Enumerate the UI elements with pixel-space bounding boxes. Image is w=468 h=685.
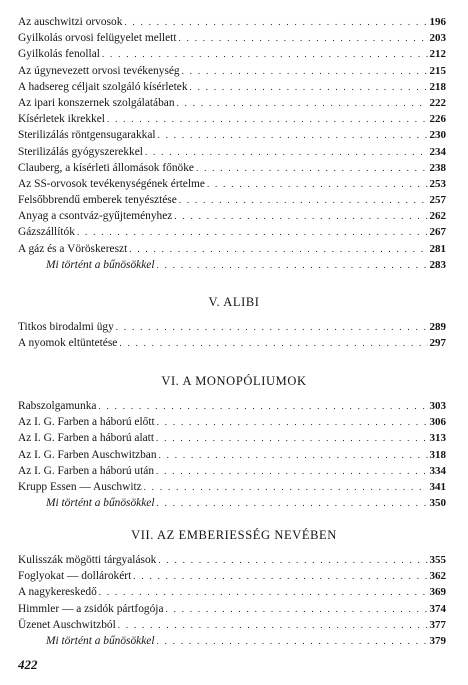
toc-entry-title: Felsőbbrendű emberek tenyésztése — [18, 194, 177, 207]
toc-entry — [18, 14, 446, 30]
toc-entry-page-number: 226 — [429, 113, 446, 126]
dot-leader — [174, 208, 427, 224]
section-heading-v: V. ALIBI — [208, 295, 260, 309]
dot-leader — [157, 633, 428, 649]
dot-leader — [196, 160, 428, 176]
toc-entry-page-number: 318 — [429, 448, 446, 461]
toc-entry — [18, 257, 446, 273]
toc-entry-page-number: 262 — [429, 210, 446, 223]
toc-entry — [18, 224, 446, 240]
toc-entry-list — [18, 398, 446, 511]
toc-entry-title: Krupp Essen — Auschwitz — [18, 480, 142, 493]
toc-entry-page-number: 238 — [429, 161, 446, 174]
toc-entry — [18, 192, 446, 208]
toc-entry-title: Az SS-orvosok tevékenységének értelme — [18, 177, 205, 190]
toc-entry — [18, 414, 446, 430]
toc-entry — [18, 319, 446, 335]
dot-leader — [157, 414, 428, 430]
toc-entry-list — [18, 552, 446, 649]
toc-entry-title: A nagykereskedő — [18, 586, 97, 599]
toc-entry — [18, 552, 446, 568]
toc-entry-page-number: 306 — [429, 416, 446, 429]
dot-leader — [144, 479, 428, 495]
toc-entry-title: Az I. G. Farben a háború után — [18, 464, 155, 477]
toc-entry — [18, 617, 446, 633]
toc-entry-page-number: 222 — [429, 96, 446, 109]
toc-entry — [18, 447, 446, 463]
toc-entry-page-number: 281 — [429, 242, 446, 255]
toc-entry-title: Clauberg, a kísérleti állomások főnöke — [18, 161, 194, 174]
toc-section-vi — [18, 398, 446, 511]
toc-entry-title: Sterilizálás gyógyszerekkel — [18, 145, 143, 158]
toc-entry-title: Gyilkolás fenollal — [18, 48, 100, 61]
dot-leader — [116, 319, 428, 335]
toc-entry-title: A hadsereg céljait szolgáló kísérletek — [18, 80, 188, 93]
toc-entry-page-number: 303 — [429, 400, 446, 412]
toc-entry — [18, 30, 446, 46]
toc-entry-title: Mi történt a bűnösökkel — [46, 258, 155, 271]
toc-entry-page-number: 374 — [429, 602, 446, 615]
toc-entry — [18, 601, 446, 617]
toc-entry-title: Kulisszák mögötti tárgyalások — [18, 554, 157, 566]
dot-leader — [77, 224, 428, 240]
dot-leader — [133, 568, 427, 584]
toc-entry — [18, 479, 446, 495]
toc-entry-page-number: 230 — [429, 129, 446, 142]
toc-section-v — [18, 319, 446, 351]
dot-leader — [118, 617, 428, 633]
toc-entry-list — [18, 14, 446, 273]
dot-leader — [177, 95, 428, 111]
toc-entry-page-number: 334 — [429, 464, 446, 477]
toc-entry — [18, 430, 446, 446]
toc-entry-page-number: 257 — [429, 194, 446, 207]
toc-entry — [18, 208, 446, 224]
toc-entry — [18, 568, 446, 584]
toc-entry — [18, 79, 446, 95]
toc-entry-title: Az úgynevezett orvosi tevékenység — [18, 64, 180, 77]
toc-entry-page-number: 369 — [429, 586, 446, 599]
toc-entry-page-number: 283 — [429, 258, 446, 271]
dot-leader — [99, 584, 428, 600]
toc-entry-title: Gyilkolás orvosi felügyelet mellett — [18, 32, 177, 45]
toc-entry-page-number: 377 — [429, 618, 446, 631]
toc-entry-page-number: 203 — [429, 32, 446, 45]
toc-entry-title: Foglyokat — dollárokért — [18, 570, 132, 583]
dot-leader — [157, 495, 428, 511]
dot-leader — [166, 601, 428, 617]
dot-leader — [156, 430, 427, 446]
toc-entry-title: A nyomok eltüntetése — [18, 337, 118, 350]
dot-leader — [129, 241, 427, 257]
toc-entry-page-number: 297 — [429, 337, 446, 350]
toc-entry-title: Titkos birodalmi ügy — [18, 321, 114, 333]
toc-entry-page-number: 341 — [429, 480, 446, 493]
toc-entry-page-number: 355 — [429, 554, 446, 566]
toc-entry — [18, 111, 446, 127]
toc-entry-title: Az I. G. Farben a háború alatt — [18, 432, 155, 445]
dot-leader — [156, 463, 427, 479]
toc-entry — [18, 335, 446, 351]
toc-entry-title: Mi történt a bűnösökkel — [46, 497, 155, 510]
dot-leader — [98, 398, 427, 414]
toc-entry-page-number: 196 — [429, 16, 446, 28]
toc-entry-title: Az auschwitzi orvosok — [18, 16, 123, 28]
dot-leader — [158, 552, 427, 568]
toc-entry-page-number: 215 — [429, 64, 446, 77]
section-heading-vi: VI. A MONOPÓLIUMOK — [161, 374, 307, 388]
toc-entry-title: Mi történt a bűnösökkel — [46, 634, 155, 647]
dot-leader — [207, 176, 428, 192]
dot-leader — [107, 111, 428, 127]
toc-entry — [18, 63, 446, 79]
dot-leader — [124, 14, 427, 30]
toc-entry-page-number: 350 — [429, 497, 446, 510]
toc-entry-page-number: 313 — [429, 432, 446, 445]
toc-entry — [18, 160, 446, 176]
dot-leader — [182, 63, 428, 79]
dot-leader — [119, 335, 427, 351]
toc-entry-title: Gázszállítók — [18, 226, 75, 239]
toc-entry — [18, 144, 446, 160]
toc-entry-page-number: 253 — [429, 177, 446, 190]
dot-leader — [159, 447, 428, 463]
toc-entry-page-number: 218 — [429, 80, 446, 93]
toc-entry-title: Himmler — a zsidók pártfogója — [18, 602, 164, 615]
toc-entry-list — [18, 319, 446, 351]
toc-entry-title: A gáz és a Vöröskereszt — [18, 242, 128, 255]
toc-entry — [18, 127, 446, 143]
toc-entry-page-number: 362 — [429, 570, 446, 583]
toc-entry — [18, 176, 446, 192]
toc-entry — [18, 495, 446, 511]
toc-entry — [18, 463, 446, 479]
toc-entry-title: Anyag a csontváz-gyűjteményhez — [18, 210, 173, 223]
toc-entry-title: Az I. G. Farben a háború előtt — [18, 416, 155, 429]
toc-entry-title: Kísérletek ikrekkel — [18, 113, 105, 126]
toc-entry-page-number: 379 — [429, 634, 446, 647]
dot-leader — [179, 192, 428, 208]
dot-leader — [145, 144, 428, 160]
toc-entry-page-number: 267 — [429, 226, 446, 239]
toc-entry-page-number: 212 — [429, 48, 446, 61]
toc-entry — [18, 46, 446, 62]
toc-entry — [18, 95, 446, 111]
toc-section-vii — [18, 552, 446, 649]
toc-entry — [18, 584, 446, 600]
dot-leader — [158, 127, 428, 143]
toc-entry — [18, 241, 446, 257]
toc-entry — [18, 398, 446, 414]
section-heading-vii: VII. AZ EMBERIESSÉG NEVÉBEN — [131, 528, 337, 542]
toc-entry-title: Üzenet Auschwitzból — [18, 618, 116, 631]
toc-entry-title: Rabszolgamunka — [18, 400, 97, 412]
toc-entry-title: Az ipari konszernek szolgálatában — [18, 96, 175, 109]
toc-entry-page-number: 234 — [429, 145, 446, 158]
toc-section-iv-continued — [18, 14, 446, 273]
dot-leader — [190, 79, 428, 95]
toc-entry-title: Az I. G. Farben Auschwitzban — [18, 448, 157, 461]
dot-leader — [179, 30, 428, 46]
dot-leader — [157, 257, 428, 273]
dot-leader — [102, 46, 428, 62]
toc-entry-title: Sterilizálás röntgensugarakkal — [18, 129, 156, 142]
page-number: 422 — [18, 657, 38, 672]
toc-entry — [18, 633, 446, 649]
toc-entry-page-number: 289 — [429, 321, 446, 333]
